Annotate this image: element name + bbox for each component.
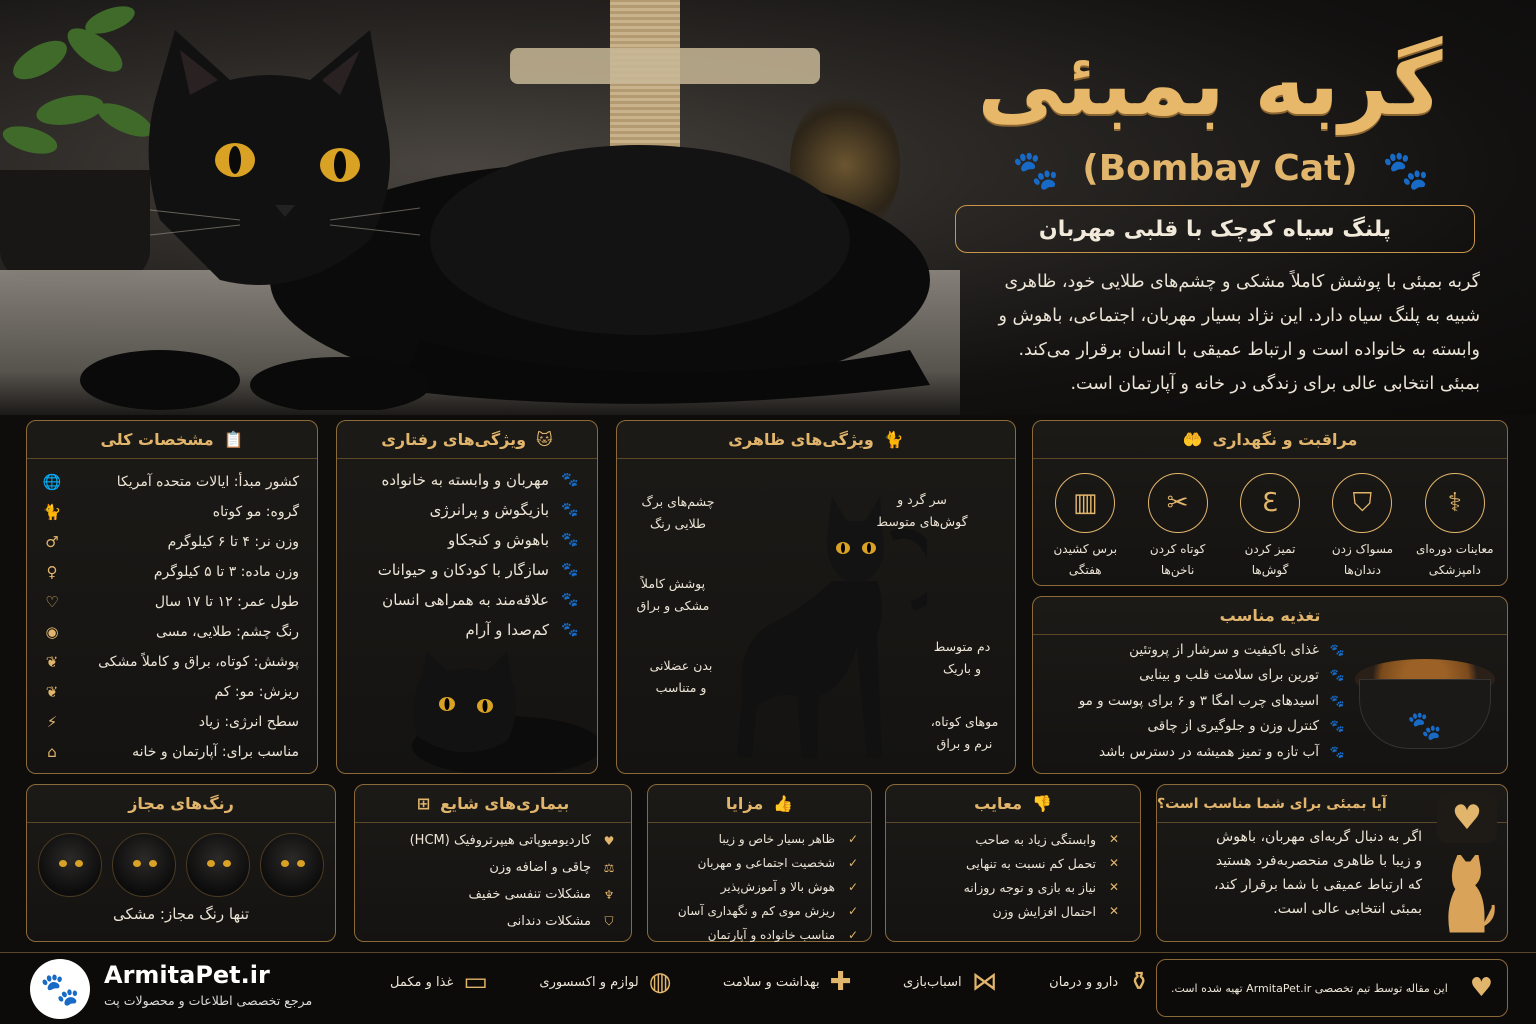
pro-item: ✓ هوش بالا و آموزش‌پذیر — [654, 875, 861, 899]
thumbs-up-icon: 👍 — [773, 794, 794, 813]
footer-link[interactable]: ▭ غذا و مکمل — [390, 967, 488, 997]
diseases-card — [354, 784, 632, 942]
spec-row — [41, 737, 299, 767]
diseases-title: بیماری‌های شایع — [440, 794, 570, 813]
ear-icon: ℇ — [1240, 473, 1300, 533]
spec-text: کشور مبدأ: ایالات متحده آمریکا — [116, 474, 299, 490]
spec-row — [41, 677, 299, 707]
nutrition-item: 🐾 اسیدهای چرب امگا ۳ و ۶ برای پوست و مو — [1078, 692, 1345, 709]
globe-icon: 🌐 — [42, 473, 62, 491]
spec-row — [41, 497, 299, 527]
paw-icon: 🐾 — [1329, 744, 1345, 759]
hand-heart-icon: 🤲 — [1182, 430, 1203, 449]
shedding-icon: ❦ — [45, 683, 59, 701]
male-icon: ♂ — [45, 533, 59, 551]
paw-icon: 🐾 — [561, 622, 579, 638]
spec-row — [41, 527, 299, 557]
lungs-icon: ♆ — [603, 887, 615, 902]
spec-row — [41, 467, 299, 497]
check-icon: ✓ — [847, 856, 859, 870]
cat-eye — [133, 860, 141, 867]
brand-subtitle: مرجع تخصصی اطلاعات و محصولات پت — [104, 993, 313, 1008]
behavior-item: 🐾 کم‌صدا و آرام — [347, 615, 581, 645]
brand-name[interactable]: ArmitaPet.ir — [104, 961, 270, 989]
care-item: ✂ کوتاه کردن ناخن‌ها — [1135, 473, 1221, 581]
paw-icon: 🐾 — [561, 592, 579, 608]
spec-text: رنگ چشم: طلایی، مسی — [156, 624, 299, 640]
label-coat: پوشش کاملاً مشکی و براق — [636, 576, 710, 613]
black-cat-swatch — [112, 833, 176, 897]
pro-item: ✓ ظاهر بسیار خاص و زیبا — [654, 827, 861, 851]
paw-icon: 🐾 — [1382, 148, 1430, 192]
medical-kit-icon: ⊞ — [416, 794, 431, 813]
cat-eye — [223, 860, 231, 867]
tooth-icon: ⛉ — [1332, 473, 1392, 533]
disease-item: ⚖ چاقی و اضافه وزن — [365, 854, 617, 881]
pro-item: ✓ شخصیت اجتماعی و مهربان — [654, 851, 861, 875]
thumbs-down-icon: 👎 — [1031, 794, 1052, 813]
suitability-title: آیا بمبئی برای شما مناسب است؟ — [1157, 795, 1387, 812]
paw-icon: 🐾 — [1329, 693, 1345, 708]
eye-icon: ◉ — [45, 623, 59, 641]
check-icon: ✓ — [847, 928, 859, 942]
disease-item: ♥ کاردیومیوپاتی هیپرتروفیک (HCM) — [365, 827, 617, 854]
intro-text: گربه بمبئی با پوشش کاملاً مشکی و چشم‌های طلایی خود، ظاهری شبیه به پلنگ سیاه دارد. این نژاد بسیار مهربان، اجتماعی، باهوش و وابسته به خانواده است و ارتباط عمیقی با انسان برقرار می‌کند. بمبئی انتخابی عالی برای زندگی در خانه و آپارتمان است. — [998, 272, 1480, 394]
heart-icon: ♥ — [1469, 973, 1493, 1003]
label-tail: دم متوسط و باریک — [933, 639, 991, 676]
heart-icon: ♥ — [1437, 793, 1497, 843]
cat-eye — [297, 860, 305, 867]
general-specs-title: مشخصات کلی — [100, 430, 214, 449]
x-icon: ✕ — [1108, 832, 1120, 846]
cat-eye — [59, 860, 67, 867]
cat-icon: 🐈 — [42, 503, 62, 521]
behavior-item: 🐾 سازگار با کودکان و حیوانات — [347, 555, 581, 585]
hero-cat-image — [40, 10, 940, 410]
x-icon: ✕ — [1108, 856, 1120, 870]
lightning-icon: ⚡ — [46, 713, 58, 731]
house-icon: ⌂ — [47, 743, 57, 761]
footer-link[interactable]: ⚱ دارو و درمان — [1049, 967, 1150, 997]
heart-pulse-icon: ♡ — [45, 593, 59, 611]
disease-item: ⛉ مشکلات دندانی — [365, 908, 617, 935]
care-item: ⛉ مسواک زدن دندان‌ها — [1319, 473, 1405, 581]
spec-text: وزن ماده: ۳ تا ۵ کیلوگرم — [153, 564, 299, 580]
con-item: ✕ نیاز به بازی و توجه روزانه — [896, 875, 1122, 899]
paw-icon: 🐾 — [1012, 148, 1060, 192]
hero-section — [0, 0, 1536, 415]
paw-icon: 🐾 — [1407, 709, 1442, 742]
fur-icon: ❦ — [45, 653, 59, 671]
paw-icon: 🐾 — [561, 562, 579, 578]
clipper-icon: ✂ — [1148, 473, 1208, 533]
x-icon: ✕ — [1108, 904, 1120, 918]
cat-eye — [207, 860, 215, 867]
black-cat-swatch — [186, 833, 250, 897]
nutrition-item: 🐾 تورین برای سلامت قلب و بینایی — [1139, 667, 1345, 684]
label-hair: موهای کوتاه، نرم و براق — [930, 714, 999, 751]
spec-row — [41, 647, 299, 677]
care-item: ▥ برس کشیدن هفتگی — [1042, 473, 1128, 581]
footer-link[interactable]: ⋈ اسباب‌بازی — [902, 967, 998, 997]
con-item: ✕ وابستگی زیاد به صاحب — [896, 827, 1122, 851]
behavior-card — [336, 420, 598, 774]
paw-icon: 🐾 — [40, 970, 80, 1008]
cons-title: معایب — [974, 794, 1022, 813]
scale-icon: ⚖ — [603, 860, 615, 875]
appearance-title: ویژگی‌های ظاهری — [728, 430, 874, 449]
nutrition-title: تغذیه مناسب — [1219, 606, 1321, 625]
behavior-item: 🐾 بازیگوش و پرانرژی — [347, 495, 581, 525]
spec-text: گروه: مو کوتاه — [212, 504, 299, 520]
food-can-icon: ▭ — [463, 967, 488, 997]
cat-eye — [149, 860, 157, 867]
fish-toy-icon: ⋈ — [971, 967, 998, 997]
black-cat-swatch — [38, 833, 102, 897]
nutrition-item: 🐾 کنترل وزن و جلوگیری از چاقی — [1147, 718, 1345, 735]
nutrition-item: 🐾 آب تازه و تمیز همیشه در دسترس باشد — [1099, 743, 1345, 760]
behavior-item: 🐾 علاقه‌مند به همراهی انسان — [347, 585, 581, 615]
heartbeat-icon: ♥ — [603, 833, 615, 848]
care-item: ⚕ معاینات دوره‌ای دامپزشکی — [1412, 473, 1498, 581]
stethoscope-icon: ⚕ — [1425, 473, 1485, 533]
paw-icon: 🐾 — [561, 532, 579, 548]
x-icon: ✕ — [1108, 880, 1120, 894]
behavior-item: 🐾 باهوش و کنجکاو — [347, 525, 581, 555]
check-icon: ✓ — [847, 880, 859, 894]
cat-eye — [75, 860, 83, 867]
pro-item: ✓ مناسب خانواده و آپارتمان — [654, 923, 861, 947]
tagline: پلنگ سیاه کوچک با قلبی مهربان — [1038, 216, 1392, 242]
pro-item: ✓ ریزش موی کم و نگهداری آسان — [654, 899, 861, 923]
check-icon: ✓ — [847, 904, 859, 918]
appearance-card — [616, 420, 1016, 774]
cat-face-icon: 🐱 — [536, 430, 553, 449]
spec-text: مناسب برای: آپارتمان و خانه — [132, 744, 299, 760]
footer-link[interactable]: ✚ بهداشت و سلامت — [722, 967, 852, 997]
pros-card — [647, 784, 872, 942]
tooth-icon: ⛉ — [604, 914, 614, 928]
care-title: مراقبت و نگهداری — [1212, 430, 1358, 449]
label-eyes: چشم‌های برگ طلایی رنگ — [641, 494, 715, 531]
spec-text: ریزش: مو: کم — [214, 684, 299, 700]
paw-icon: 🐾 — [1329, 642, 1345, 657]
con-item: ✕ تحمل کم نسبت به تنهایی — [896, 851, 1122, 875]
medicine-bottle-icon: ⚱ — [1128, 967, 1150, 997]
suitability-text: اگر به دنبال گربه‌ای مهربان، باهوش و زیبا با ظاهری منحصربه‌فرد هستید که ارتباط عمیقی با شما برقرار کند، بمبئی انتخابی عالی است. — [1214, 829, 1422, 917]
allowed-colors-card — [26, 784, 336, 942]
brand-logo[interactable] — [30, 959, 90, 1019]
brush-icon: ▥ — [1055, 473, 1115, 533]
spec-row — [41, 557, 299, 587]
black-cat-swatch — [260, 833, 324, 897]
pros-title: مزایا — [725, 794, 764, 813]
clipboard-icon: 📋 — [223, 430, 244, 449]
behavior-title: ویژگی‌های رفتاری — [381, 430, 527, 449]
cat-silhouette-icon: 🐈 — [883, 430, 904, 449]
spec-text: سطح انرژی: زیاد — [198, 714, 299, 730]
food-bowl-image — [1355, 659, 1495, 757]
credit-box — [1156, 959, 1508, 1017]
care-card — [1032, 420, 1508, 586]
check-icon: ✓ — [847, 832, 859, 846]
paw-icon: 🐾 — [1329, 719, 1345, 734]
spec-row — [41, 707, 299, 737]
general-specs-card — [26, 420, 318, 774]
female-icon: ♀ — [46, 563, 58, 581]
con-item: ✕ احتمال افزایش وزن — [896, 899, 1122, 923]
allowed-colors-title: رنگ‌های مجاز — [128, 794, 234, 813]
suitability-card — [1156, 784, 1508, 942]
paw-icon: 🐾 — [561, 472, 579, 488]
nutrition-card — [1032, 596, 1508, 774]
behavior-item: 🐾 مهربان و وابسته به خانواده — [347, 465, 581, 495]
care-item: ℇ تمیز کردن گوش‌ها — [1227, 473, 1313, 581]
tagline-box — [955, 205, 1475, 253]
page-title: گربه بمبئی — [977, 35, 1443, 135]
paw-icon: 🐾 — [1329, 668, 1345, 683]
footer-link[interactable]: ◍ لوازم و اکسسوری — [539, 967, 672, 997]
spec-text: طول عمر: ۱۲ تا ۱۷ سال — [154, 594, 299, 610]
credit-text: این مقاله توسط تیم تخصصی ArmitaPet.ir تهیه شده است. — [1171, 981, 1448, 995]
first-aid-icon: ✚ — [829, 967, 852, 997]
paw-icon: 🐾 — [561, 502, 579, 518]
label-body: بدن عضلانی و متناسب — [649, 658, 713, 695]
allowed-colors-note: تنها رنگ مجاز: مشکی — [112, 905, 250, 923]
ball-icon: ◍ — [648, 967, 672, 997]
cons-card — [885, 784, 1141, 942]
disease-item: ♆ مشکلات تنفسی خفیف — [365, 881, 617, 908]
spec-row — [41, 617, 299, 647]
lying-cat-image — [377, 646, 598, 774]
cat-silhouette-icon — [1437, 855, 1497, 935]
cat-eye — [281, 860, 289, 867]
nutrition-item: 🐾 غذای باکیفیت و سرشار از پروتئین — [1129, 641, 1345, 658]
label-head: سر گرد و گوش‌های متوسط — [876, 492, 968, 529]
spec-row — [41, 587, 299, 617]
spec-text: وزن نر: ۴ تا ۶ کیلوگرم — [167, 534, 299, 550]
footer — [0, 952, 1536, 1024]
page-subtitle-en: (Bombay Cat) — [1082, 148, 1358, 189]
spec-text: پوشش: کوتاه، براق و کاملاً مشکی — [98, 654, 299, 670]
